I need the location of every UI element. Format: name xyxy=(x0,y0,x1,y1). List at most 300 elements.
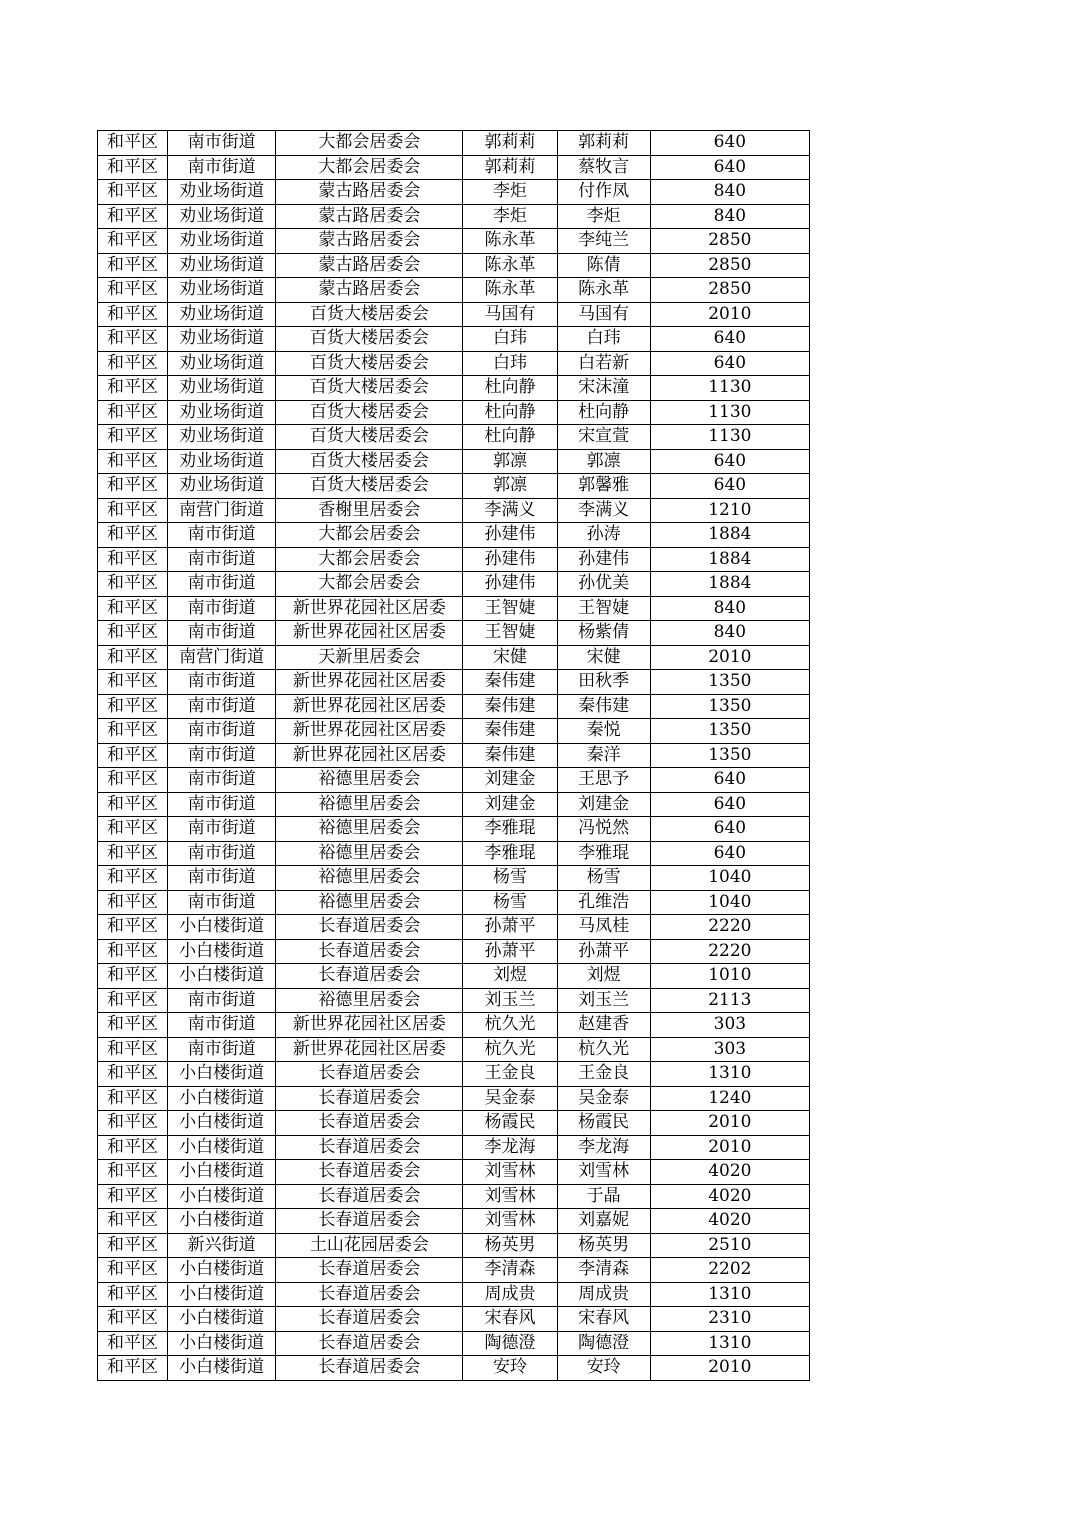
street-cell: 小白楼街道 xyxy=(168,1331,276,1356)
member-cell: 李清森 xyxy=(557,1258,650,1283)
member-cell: 刘嘉妮 xyxy=(557,1209,650,1234)
street-cell: 小白楼街道 xyxy=(168,1356,276,1381)
amount-cell: 2010 xyxy=(650,1356,809,1381)
amount-cell: 1884 xyxy=(650,547,809,572)
table-row xyxy=(98,621,810,646)
applicant-cell: 秦伟建 xyxy=(463,719,557,744)
table-row xyxy=(98,547,810,572)
member-cell: 杜向静 xyxy=(557,400,650,425)
committee-cell: 天新里居委会 xyxy=(276,645,463,670)
district-cell: 和平区 xyxy=(98,1307,168,1332)
committee-cell: 长春道居委会 xyxy=(276,1331,463,1356)
member-cell: 白玮 xyxy=(557,327,650,352)
committee-cell: 裕德里居委会 xyxy=(276,817,463,842)
member-cell: 安玲 xyxy=(557,1356,650,1381)
member-cell: 郭馨雅 xyxy=(557,474,650,499)
applicant-cell: 王智婕 xyxy=(463,621,557,646)
amount-cell: 1310 xyxy=(650,1331,809,1356)
applicant-cell: 孙萧平 xyxy=(463,939,557,964)
street-cell: 小白楼街道 xyxy=(168,939,276,964)
amount-cell: 1010 xyxy=(650,964,809,989)
district-cell: 和平区 xyxy=(98,449,168,474)
applicant-cell: 秦伟建 xyxy=(463,694,557,719)
table-row xyxy=(98,817,810,842)
committee-cell: 裕德里居委会 xyxy=(276,866,463,891)
member-cell: 秦悦 xyxy=(557,719,650,744)
street-cell: 劝业场街道 xyxy=(168,449,276,474)
amount-cell: 2010 xyxy=(650,302,809,327)
amount-cell: 1350 xyxy=(650,743,809,768)
amount-cell: 2113 xyxy=(650,988,809,1013)
street-cell: 小白楼街道 xyxy=(168,1111,276,1136)
committee-cell: 长春道居委会 xyxy=(276,964,463,989)
member-cell: 孔维浩 xyxy=(557,890,650,915)
data-table xyxy=(97,130,810,1381)
table-row xyxy=(98,890,810,915)
applicant-cell: 杨霞民 xyxy=(463,1111,557,1136)
district-cell: 和平区 xyxy=(98,253,168,278)
member-cell: 陈倩 xyxy=(557,253,650,278)
committee-cell: 新世界花园社区居委 xyxy=(276,1013,463,1038)
member-cell: 吴金泰 xyxy=(557,1086,650,1111)
member-cell: 秦洋 xyxy=(557,743,650,768)
member-cell: 孙建伟 xyxy=(557,547,650,572)
table-row xyxy=(98,302,810,327)
committee-cell: 百货大楼居委会 xyxy=(276,474,463,499)
applicant-cell: 杭久光 xyxy=(463,1013,557,1038)
applicant-cell: 吴金泰 xyxy=(463,1086,557,1111)
district-cell: 和平区 xyxy=(98,939,168,964)
committee-cell: 新世界花园社区居委 xyxy=(276,670,463,695)
street-cell: 新兴街道 xyxy=(168,1233,276,1258)
street-cell: 南市街道 xyxy=(168,155,276,180)
table-row xyxy=(98,1013,810,1038)
committee-cell: 长春道居委会 xyxy=(276,1135,463,1160)
committee-cell: 大都会居委会 xyxy=(276,572,463,597)
committee-cell: 新世界花园社区居委 xyxy=(276,621,463,646)
district-cell: 和平区 xyxy=(98,817,168,842)
table-row xyxy=(98,155,810,180)
table-row xyxy=(98,1062,810,1087)
amount-cell: 1130 xyxy=(650,376,809,401)
member-cell: 付作凤 xyxy=(557,180,650,205)
member-cell: 陈永革 xyxy=(557,278,650,303)
table-row xyxy=(98,596,810,621)
street-cell: 劝业场街道 xyxy=(168,253,276,278)
table-row xyxy=(98,498,810,523)
committee-cell: 长春道居委会 xyxy=(276,1086,463,1111)
district-cell: 和平区 xyxy=(98,1111,168,1136)
district-cell: 和平区 xyxy=(98,1160,168,1185)
amount-cell: 840 xyxy=(650,596,809,621)
district-cell: 和平区 xyxy=(98,1037,168,1062)
table-row xyxy=(98,1160,810,1185)
committee-cell: 蒙古路居委会 xyxy=(276,180,463,205)
applicant-cell: 白玮 xyxy=(463,327,557,352)
amount-cell: 303 xyxy=(650,1037,809,1062)
amount-cell: 1310 xyxy=(650,1062,809,1087)
member-cell: 郭莉莉 xyxy=(557,131,650,156)
table-row xyxy=(98,131,810,156)
amount-cell: 2202 xyxy=(650,1258,809,1283)
street-cell: 南营门街道 xyxy=(168,498,276,523)
street-cell: 小白楼街道 xyxy=(168,1160,276,1185)
amount-cell: 2850 xyxy=(650,253,809,278)
committee-cell: 百货大楼居委会 xyxy=(276,376,463,401)
amount-cell: 2850 xyxy=(650,278,809,303)
member-cell: 刘雪林 xyxy=(557,1160,650,1185)
table-row xyxy=(98,1356,810,1381)
district-cell: 和平区 xyxy=(98,180,168,205)
table-row xyxy=(98,670,810,695)
member-cell: 周成贵 xyxy=(557,1282,650,1307)
applicant-cell: 郭莉莉 xyxy=(463,155,557,180)
table-row xyxy=(98,425,810,450)
committee-cell: 长春道居委会 xyxy=(276,1184,463,1209)
applicant-cell: 李清森 xyxy=(463,1258,557,1283)
applicant-cell: 刘雪林 xyxy=(463,1209,557,1234)
committee-cell: 长春道居委会 xyxy=(276,1307,463,1332)
member-cell: 杨雪 xyxy=(557,866,650,891)
district-cell: 和平区 xyxy=(98,768,168,793)
table-row xyxy=(98,964,810,989)
applicant-cell: 孙建伟 xyxy=(463,547,557,572)
street-cell: 南市街道 xyxy=(168,670,276,695)
street-cell: 南市街道 xyxy=(168,988,276,1013)
district-cell: 和平区 xyxy=(98,1013,168,1038)
street-cell: 南市街道 xyxy=(168,866,276,891)
committee-cell: 新世界花园社区居委 xyxy=(276,1037,463,1062)
street-cell: 南市街道 xyxy=(168,694,276,719)
applicant-cell: 宋春风 xyxy=(463,1307,557,1332)
street-cell: 劝业场街道 xyxy=(168,376,276,401)
amount-cell: 640 xyxy=(650,768,809,793)
committee-cell: 长春道居委会 xyxy=(276,1258,463,1283)
amount-cell: 1040 xyxy=(650,890,809,915)
street-cell: 小白楼街道 xyxy=(168,1184,276,1209)
district-cell: 和平区 xyxy=(98,1062,168,1087)
amount-cell: 840 xyxy=(650,204,809,229)
applicant-cell: 李炬 xyxy=(463,204,557,229)
street-cell: 劝业场街道 xyxy=(168,425,276,450)
member-cell: 杨紫倩 xyxy=(557,621,650,646)
street-cell: 南营门街道 xyxy=(168,645,276,670)
district-cell: 和平区 xyxy=(98,1233,168,1258)
district-cell: 和平区 xyxy=(98,621,168,646)
amount-cell: 2310 xyxy=(650,1307,809,1332)
amount-cell: 640 xyxy=(650,449,809,474)
applicant-cell: 杜向静 xyxy=(463,425,557,450)
amount-cell: 2010 xyxy=(650,1135,809,1160)
committee-cell: 长春道居委会 xyxy=(276,1062,463,1087)
member-cell: 宋宣萱 xyxy=(557,425,650,450)
district-cell: 和平区 xyxy=(98,351,168,376)
committee-cell: 大都会居委会 xyxy=(276,155,463,180)
district-cell: 和平区 xyxy=(98,694,168,719)
district-cell: 和平区 xyxy=(98,302,168,327)
committee-cell: 百货大楼居委会 xyxy=(276,327,463,352)
street-cell: 劝业场街道 xyxy=(168,351,276,376)
district-cell: 和平区 xyxy=(98,743,168,768)
table-row xyxy=(98,523,810,548)
district-cell: 和平区 xyxy=(98,474,168,499)
table-row xyxy=(98,719,810,744)
street-cell: 劝业场街道 xyxy=(168,302,276,327)
member-cell: 马凤桂 xyxy=(557,915,650,940)
district-cell: 和平区 xyxy=(98,1258,168,1283)
district-cell: 和平区 xyxy=(98,327,168,352)
member-cell: 孙优美 xyxy=(557,572,650,597)
committee-cell: 新世界花园社区居委 xyxy=(276,596,463,621)
member-cell: 王智婕 xyxy=(557,596,650,621)
street-cell: 南市街道 xyxy=(168,523,276,548)
applicant-cell: 李雅琨 xyxy=(463,817,557,842)
member-cell: 赵建香 xyxy=(557,1013,650,1038)
table-row xyxy=(98,180,810,205)
street-cell: 南市街道 xyxy=(168,768,276,793)
applicant-cell: 郭莉莉 xyxy=(463,131,557,156)
street-cell: 南市街道 xyxy=(168,890,276,915)
committee-cell: 长春道居委会 xyxy=(276,1282,463,1307)
district-cell: 和平区 xyxy=(98,1331,168,1356)
committee-cell: 裕德里居委会 xyxy=(276,768,463,793)
member-cell: 杭久光 xyxy=(557,1037,650,1062)
applicant-cell: 杨雪 xyxy=(463,890,557,915)
member-cell: 杨霞民 xyxy=(557,1111,650,1136)
district-cell: 和平区 xyxy=(98,376,168,401)
applicant-cell: 杭久光 xyxy=(463,1037,557,1062)
table-row xyxy=(98,1111,810,1136)
district-cell: 和平区 xyxy=(98,988,168,1013)
street-cell: 南市街道 xyxy=(168,841,276,866)
amount-cell: 1130 xyxy=(650,425,809,450)
amount-cell: 1310 xyxy=(650,1282,809,1307)
district-cell: 和平区 xyxy=(98,229,168,254)
table-row xyxy=(98,400,810,425)
member-cell: 刘建金 xyxy=(557,792,650,817)
street-cell: 劝业场街道 xyxy=(168,400,276,425)
member-cell: 于晶 xyxy=(557,1184,650,1209)
district-cell: 和平区 xyxy=(98,890,168,915)
district-cell: 和平区 xyxy=(98,792,168,817)
committee-cell: 百货大楼居委会 xyxy=(276,351,463,376)
applicant-cell: 陶德澄 xyxy=(463,1331,557,1356)
amount-cell: 303 xyxy=(650,1013,809,1038)
applicant-cell: 李炬 xyxy=(463,180,557,205)
table-row xyxy=(98,988,810,1013)
applicant-cell: 刘建金 xyxy=(463,768,557,793)
table-row xyxy=(98,204,810,229)
district-cell: 和平区 xyxy=(98,131,168,156)
street-cell: 小白楼街道 xyxy=(168,1209,276,1234)
table-row xyxy=(98,645,810,670)
street-cell: 劝业场街道 xyxy=(168,204,276,229)
applicant-cell: 刘玉兰 xyxy=(463,988,557,1013)
district-cell: 和平区 xyxy=(98,155,168,180)
applicant-cell: 陈永革 xyxy=(463,253,557,278)
committee-cell: 蒙古路居委会 xyxy=(276,204,463,229)
amount-cell: 1350 xyxy=(650,719,809,744)
member-cell: 郭凛 xyxy=(557,449,650,474)
street-cell: 劝业场街道 xyxy=(168,278,276,303)
street-cell: 劝业场街道 xyxy=(168,327,276,352)
member-cell: 马国有 xyxy=(557,302,650,327)
amount-cell: 640 xyxy=(650,792,809,817)
amount-cell: 840 xyxy=(650,621,809,646)
committee-cell: 裕德里居委会 xyxy=(276,890,463,915)
street-cell: 小白楼街道 xyxy=(168,1135,276,1160)
district-cell: 和平区 xyxy=(98,425,168,450)
committee-cell: 蒙古路居委会 xyxy=(276,253,463,278)
applicant-cell: 白玮 xyxy=(463,351,557,376)
applicant-cell: 杨雪 xyxy=(463,866,557,891)
table-row xyxy=(98,694,810,719)
district-cell: 和平区 xyxy=(98,523,168,548)
amount-cell: 1350 xyxy=(650,670,809,695)
committee-cell: 百货大楼居委会 xyxy=(276,425,463,450)
member-cell: 刘玉兰 xyxy=(557,988,650,1013)
applicant-cell: 安玲 xyxy=(463,1356,557,1381)
member-cell: 白若新 xyxy=(557,351,650,376)
committee-cell: 长春道居委会 xyxy=(276,1160,463,1185)
committee-cell: 长春道居委会 xyxy=(276,939,463,964)
committee-cell: 大都会居委会 xyxy=(276,523,463,548)
district-cell: 和平区 xyxy=(98,1135,168,1160)
member-cell: 陶德澄 xyxy=(557,1331,650,1356)
member-cell: 蔡牧言 xyxy=(557,155,650,180)
member-cell: 宋沫潼 xyxy=(557,376,650,401)
district-cell: 和平区 xyxy=(98,400,168,425)
district-cell: 和平区 xyxy=(98,204,168,229)
street-cell: 南市街道 xyxy=(168,131,276,156)
table-row xyxy=(98,1282,810,1307)
member-cell: 李纯兰 xyxy=(557,229,650,254)
amount-cell: 2850 xyxy=(650,229,809,254)
amount-cell: 640 xyxy=(650,817,809,842)
district-cell: 和平区 xyxy=(98,596,168,621)
member-cell: 孙涛 xyxy=(557,523,650,548)
table-row xyxy=(98,449,810,474)
street-cell: 小白楼街道 xyxy=(168,1282,276,1307)
street-cell: 南市街道 xyxy=(168,792,276,817)
table-row xyxy=(98,327,810,352)
committee-cell: 百货大楼居委会 xyxy=(276,302,463,327)
street-cell: 南市街道 xyxy=(168,743,276,768)
amount-cell: 640 xyxy=(650,474,809,499)
district-cell: 和平区 xyxy=(98,498,168,523)
committee-cell: 长春道居委会 xyxy=(276,915,463,940)
amount-cell: 2510 xyxy=(650,1233,809,1258)
applicant-cell: 孙建伟 xyxy=(463,523,557,548)
table-row xyxy=(98,1135,810,1160)
committee-cell: 大都会居委会 xyxy=(276,547,463,572)
district-cell: 和平区 xyxy=(98,572,168,597)
committee-cell: 土山花园居委会 xyxy=(276,1233,463,1258)
applicant-cell: 李满义 xyxy=(463,498,557,523)
applicant-cell: 郭凛 xyxy=(463,449,557,474)
street-cell: 南市街道 xyxy=(168,1037,276,1062)
district-cell: 和平区 xyxy=(98,278,168,303)
applicant-cell: 杜向静 xyxy=(463,376,557,401)
applicant-cell: 李龙海 xyxy=(463,1135,557,1160)
street-cell: 劝业场街道 xyxy=(168,180,276,205)
table-row xyxy=(98,1233,810,1258)
amount-cell: 2220 xyxy=(650,915,809,940)
street-cell: 小白楼街道 xyxy=(168,1307,276,1332)
amount-cell: 1210 xyxy=(650,498,809,523)
table-row xyxy=(98,1258,810,1283)
amount-cell: 1884 xyxy=(650,523,809,548)
district-cell: 和平区 xyxy=(98,645,168,670)
table-row xyxy=(98,1307,810,1332)
member-cell: 王思予 xyxy=(557,768,650,793)
district-cell: 和平区 xyxy=(98,670,168,695)
member-cell: 李满义 xyxy=(557,498,650,523)
applicant-cell: 马国有 xyxy=(463,302,557,327)
amount-cell: 640 xyxy=(650,327,809,352)
committee-cell: 百货大楼居委会 xyxy=(276,400,463,425)
street-cell: 南市街道 xyxy=(168,817,276,842)
committee-cell: 蒙古路居委会 xyxy=(276,278,463,303)
amount-cell: 640 xyxy=(650,351,809,376)
applicant-cell: 刘建金 xyxy=(463,792,557,817)
applicant-cell: 刘雪林 xyxy=(463,1184,557,1209)
applicant-cell: 王金良 xyxy=(463,1062,557,1087)
amount-cell: 1350 xyxy=(650,694,809,719)
amount-cell: 1240 xyxy=(650,1086,809,1111)
table-row xyxy=(98,229,810,254)
district-cell: 和平区 xyxy=(98,866,168,891)
member-cell: 李炬 xyxy=(557,204,650,229)
member-cell: 宋健 xyxy=(557,645,650,670)
member-cell: 孙萧平 xyxy=(557,939,650,964)
committee-cell: 裕德里居委会 xyxy=(276,792,463,817)
street-cell: 劝业场街道 xyxy=(168,474,276,499)
table-row xyxy=(98,1209,810,1234)
applicant-cell: 秦伟建 xyxy=(463,743,557,768)
amount-cell: 1040 xyxy=(650,866,809,891)
district-cell: 和平区 xyxy=(98,1282,168,1307)
applicant-cell: 李雅琨 xyxy=(463,841,557,866)
district-cell: 和平区 xyxy=(98,547,168,572)
street-cell: 小白楼街道 xyxy=(168,1258,276,1283)
street-cell: 南市街道 xyxy=(168,547,276,572)
street-cell: 南市街道 xyxy=(168,1013,276,1038)
member-cell: 秦伟建 xyxy=(557,694,650,719)
applicant-cell: 陈永革 xyxy=(463,229,557,254)
applicant-cell: 刘雪林 xyxy=(463,1160,557,1185)
applicant-cell: 刘煜 xyxy=(463,964,557,989)
street-cell: 小白楼街道 xyxy=(168,1062,276,1087)
amount-cell: 640 xyxy=(650,841,809,866)
table-row xyxy=(98,572,810,597)
amount-cell: 1884 xyxy=(650,572,809,597)
amount-cell: 4020 xyxy=(650,1160,809,1185)
amount-cell: 4020 xyxy=(650,1184,809,1209)
table-row xyxy=(98,768,810,793)
committee-cell: 新世界花园社区居委 xyxy=(276,743,463,768)
committee-cell: 蒙古路居委会 xyxy=(276,229,463,254)
table-row xyxy=(98,1037,810,1062)
applicant-cell: 孙萧平 xyxy=(463,915,557,940)
member-cell: 李龙海 xyxy=(557,1135,650,1160)
amount-cell: 2010 xyxy=(650,645,809,670)
district-cell: 和平区 xyxy=(98,1086,168,1111)
committee-cell: 长春道居委会 xyxy=(276,1209,463,1234)
table-row xyxy=(98,376,810,401)
applicant-cell: 孙建伟 xyxy=(463,572,557,597)
applicant-cell: 宋健 xyxy=(463,645,557,670)
